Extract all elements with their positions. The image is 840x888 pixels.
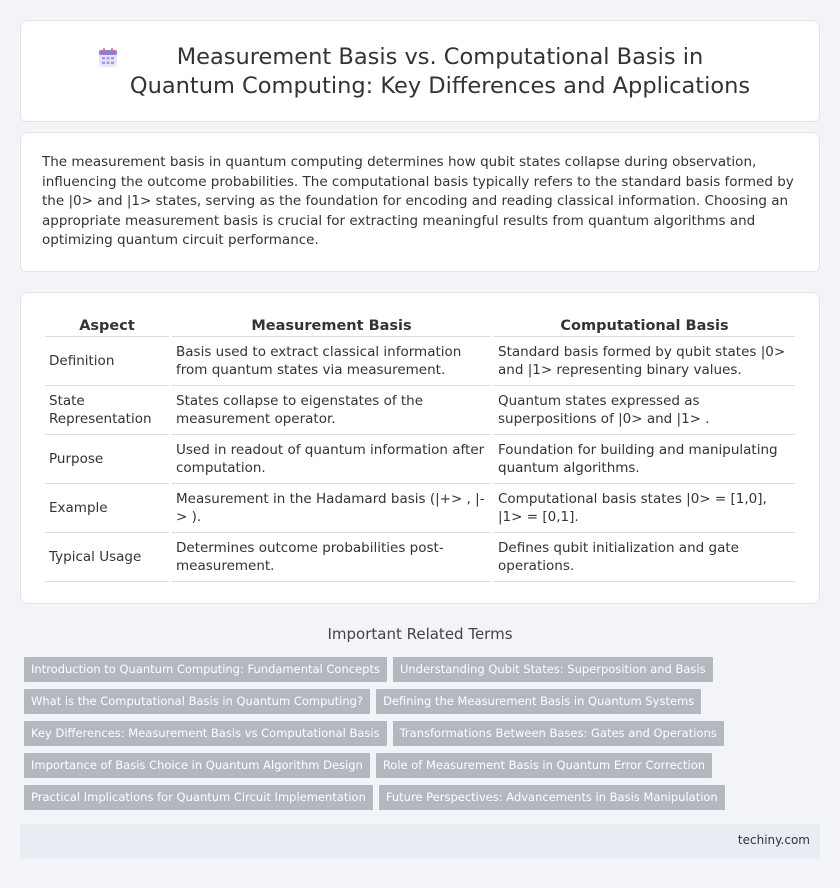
row-measurement: Measurement in the Hadamard basis (|+> , |-> ).	[172, 484, 491, 533]
row-aspect: Definition	[45, 337, 169, 386]
row-aspect: Example	[45, 484, 169, 533]
header-measurement-basis: Measurement Basis	[172, 315, 491, 337]
intro-paragraph: The measurement basis in quantum computing determines how qubit states collapse during observation, influencing the outcome probabilities. The computational basis typically refers to the standard basis formed by the |0> and |1> states, serving as the foundation for encoding and reading classical information. Choosing an appropriate measurement basis is crucial for extracting meaningful results from quantum algorithms and optimizing quantum circuit performance.	[42, 154, 794, 248]
related-terms-title: Important Related Terms	[327, 625, 513, 643]
tag-row	[24, 785, 824, 817]
tag-row	[24, 689, 824, 721]
row-measurement: States collapse to eigenstates of the measurement operator.	[172, 386, 491, 435]
tag-row	[24, 721, 824, 753]
related-term-tag[interactable]: Understanding Qubit States: Superposition and Basis	[393, 657, 713, 682]
row-measurement: Used in readout of quantum information after computation.	[172, 435, 491, 484]
table-row	[45, 484, 795, 533]
page-title: Measurement Basis vs. Computational Basis in Quantum Computing: Key Differences and Applications	[129, 44, 751, 99]
row-measurement: Determines outcome probabilities post-measurement.	[172, 533, 491, 582]
related-term-tag[interactable]: Defining the Measurement Basis in Quantum Systems	[376, 689, 701, 714]
row-computational: Standard basis formed by qubit states |0> and |1> representing binary values.	[494, 337, 795, 386]
related-term-tag[interactable]: Practical Implications for Quantum Circuit Implementation	[24, 785, 373, 810]
row-computational: Quantum states expressed as superpositions of |0> and |1> .	[494, 386, 795, 435]
row-computational: Foundation for building and manipulating quantum algorithms.	[494, 435, 795, 484]
header-computational-basis: Computational Basis	[494, 315, 795, 337]
header-aspect: Aspect	[45, 315, 169, 337]
comparison-table-card	[20, 292, 820, 604]
related-term-tag[interactable]: Introduction to Quantum Computing: Fundamental Concepts	[24, 657, 387, 682]
table-row	[45, 435, 795, 484]
row-measurement: Basis used to extract classical information from quantum states via measurement.	[172, 337, 491, 386]
related-term-tag[interactable]: Future Perspectives: Advancements in Basis Manipulation	[379, 785, 725, 810]
comparison-table	[42, 315, 798, 582]
calendar-icon	[97, 47, 119, 69]
title-card	[20, 20, 820, 122]
row-aspect: State Representation	[45, 386, 169, 435]
table-row	[45, 386, 795, 435]
table-row	[45, 337, 795, 386]
related-term-tag[interactable]: Transformations Between Bases: Gates and Operations	[393, 721, 724, 746]
footer-site-link[interactable]: techiny.com	[737, 833, 810, 847]
tag-row	[24, 753, 824, 785]
related-term-tag[interactable]: Role of Measurement Basis in Quantum Error Correction	[376, 753, 712, 778]
related-term-tag[interactable]: Importance of Basis Choice in Quantum Algorithm Design	[24, 753, 370, 778]
row-computational: Computational basis states |0> = [1,0], |1> = [0,1].	[494, 484, 795, 533]
related-term-tag[interactable]: What is the Computational Basis in Quantum Computing?	[24, 689, 370, 714]
footer	[20, 824, 820, 858]
title-wrap	[21, 43, 819, 101]
related-terms-tags	[24, 657, 824, 817]
row-aspect: Purpose	[45, 435, 169, 484]
row-aspect: Typical Usage	[45, 533, 169, 582]
tag-row	[24, 657, 824, 689]
table-header-row	[45, 315, 795, 337]
related-term-tag[interactable]: Key Differences: Measurement Basis vs Computational Basis	[24, 721, 387, 746]
row-computational: Defines qubit initialization and gate operations.	[494, 533, 795, 582]
table-row	[45, 533, 795, 582]
intro-card	[20, 132, 820, 272]
